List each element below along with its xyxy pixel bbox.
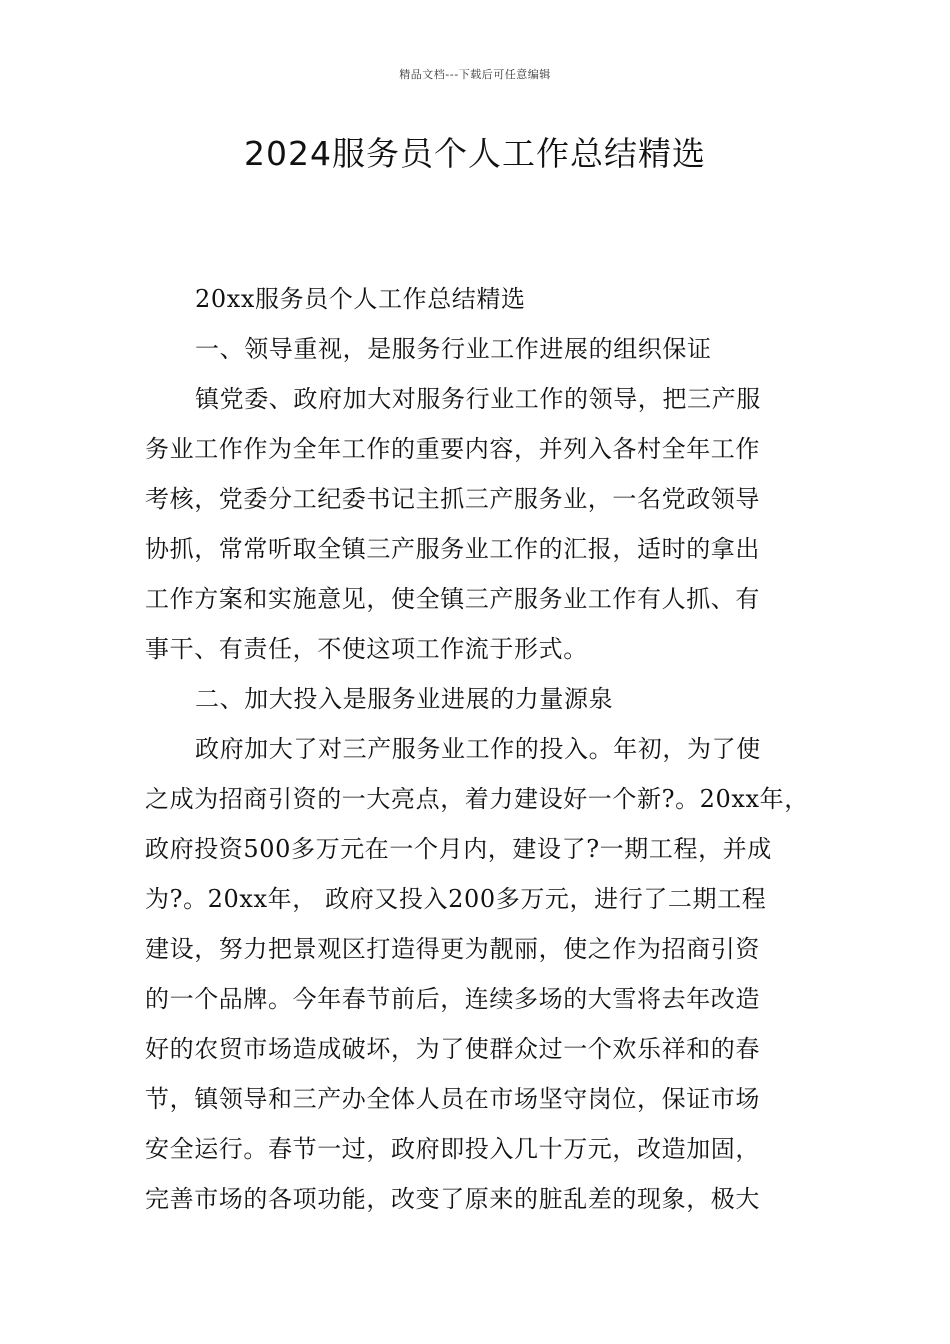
body-line: 考核，党委分工纪委书记主抓三产服务业，一名党政领导 [145, 485, 760, 513]
body-line: 事干、有责任，不使这项工作流于形式。 [145, 635, 588, 663]
body-line: 协抓，常常听取全镇三产服务业工作的汇报，适时的拿出 [145, 535, 760, 563]
body-line: 为?。20xx年， 政府又投入200多万元，进行了二期工程 [145, 885, 767, 913]
body-line: 镇党委、政府加大对服务行业工作的领导，把三产服 [195, 385, 761, 413]
body-line: 政府加大了对三产服务业工作的投入。年初，为了使 [195, 735, 761, 763]
body-line: 好的农贸市场造成破坏，为了使群众过一个欢乐祥和的春 [145, 1035, 760, 1063]
body-line: 的一个品牌。今年春节前后，连续多场的大雪将去年改造 [145, 985, 760, 1013]
body-line: 务业工作作为全年工作的重要内容，并列入各村全年工作 [145, 435, 760, 463]
body-line: 政府投资500多万元在一个月内，建设了?一期工程，并成 [145, 835, 772, 863]
document-body [145, 280, 810, 1230]
body-line: 建设，努力把景观区打造得更为靓丽，使之作为招商引资 [145, 935, 760, 963]
body-line: 完善市场的各项功能，改变了原来的脏乱差的现象，极大 [145, 1185, 760, 1213]
body-line: 节，镇领导和三产办全体人员在市场坚守岗位，保证市场 [145, 1085, 760, 1113]
body-line: 工作方案和实施意见，使全镇三产服务业工作有人抓、有 [145, 585, 760, 613]
section-heading-2: 二、加大投入是服务业进展的力量源泉 [195, 685, 614, 713]
document-title: 2024服务员个人工作总结精选 [244, 134, 706, 173]
section-heading-1: 一、领导重视，是服务行业工作进展的组织保证 [195, 335, 712, 363]
body-line: 安全运行。春节一过，政府即投入几十万元，改造加固， [145, 1135, 760, 1163]
body-line-subtitle: 20xx服务员个人工作总结精选 [195, 285, 526, 313]
page-header-note: 精品文档---下载后可任意编辑 [399, 68, 551, 81]
body-line: 之成为招商引资的一大亮点，着力建设好一个新?。20xx年， [145, 785, 809, 813]
